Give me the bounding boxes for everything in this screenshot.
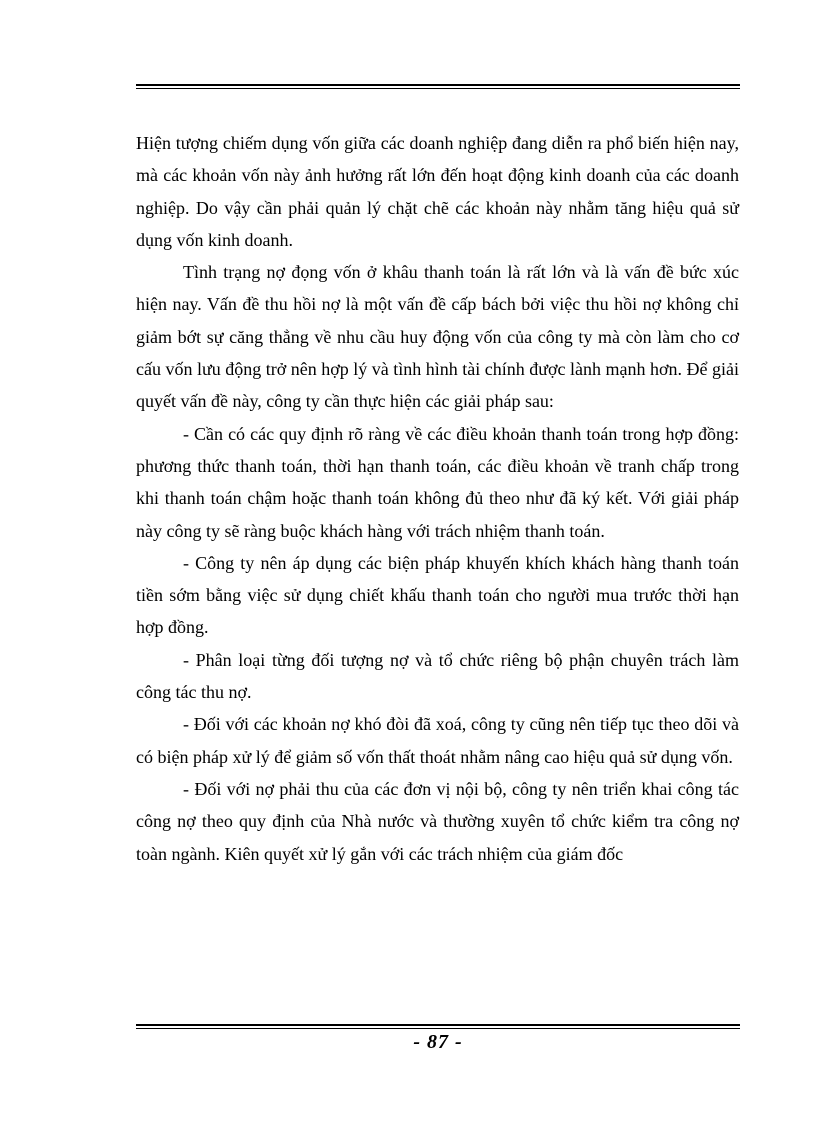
paragraph-4: - Công ty nên áp dụng các biện pháp khuyến khích khách hàng thanh toán tiền sớm bằng việc sử dụng chiết khấu thanh toán cho người mua trước thời hạn hợp đồng.	[136, 552, 739, 638]
paragraph-5: - Phân loại từng đối tượng nợ và tổ chức riêng bộ phận chuyên trách làm công tác thu nợ.	[136, 649, 739, 703]
paragraph-7: - Đối với nợ phải thu của các đơn vị nội bộ, công ty nên triển khai công tác công nợ theo quy định của Nhà nước và thường xuyên tổ chức kiểm tra công nợ toàn ngành. Kiên quyết xử lý gắn với các trách nhiệm của giám đốc	[136, 778, 739, 864]
page-body	[136, 127, 739, 870]
paragraph-2: Tình trạng nợ đọng vốn ở khâu thanh toán là rất lớn và là vấn đề bức xúc hiện nay. Vấn đề thu hồi nợ là một vấn đề cấp bách bởi việc thu hồi nợ không chỉ giảm bớt sự căng thẳng về nhu cầu huy động vốn của công ty mà còn làm cho cơ cấu vốn lưu động trở nên hợp lý và tình hình tài chính được lành mạnh hơn. Để giải quyết vấn đề này, công ty cần thực hiện các giải pháp sau:	[136, 262, 739, 412]
paragraph-1: Hiện tượng chiếm dụng vốn giữa các doanh nghiệp đang diễn ra phổ biến hiện nay, mà các khoản vốn này ảnh hưởng rất lớn đến hoạt động kinh doanh của các doanh nghiệp. Do vậy cần phải quản lý chặt chẽ các khoản này nhằm tăng hiệu quả sử dụng vốn kinh doanh.	[136, 133, 739, 250]
footer-rule	[136, 1024, 740, 1029]
paragraph-3: - Cần có các quy định rõ ràng về các điều khoản thanh toán trong hợp đồng: phương thức thanh toán, thời hạn thanh toán, các điều khoản về tranh chấp trong khi thanh toán chậm hoặc thanh toán không đủ theo như đã ký kết. Với giải pháp này công ty sẽ ràng buộc khách hàng với trách nhiệm thanh toán.	[136, 423, 739, 541]
header-rule	[136, 84, 740, 89]
page-number: - 87 -	[413, 1031, 463, 1053]
paragraph-6: - Đối với các khoản nợ khó đòi đã xoá, công ty cũng nên tiếp tục theo dõi và có biện pháp xử lý để giảm số vốn thất thoát nhằm nâng cao hiệu quả sử dụng vốn.	[136, 714, 739, 767]
